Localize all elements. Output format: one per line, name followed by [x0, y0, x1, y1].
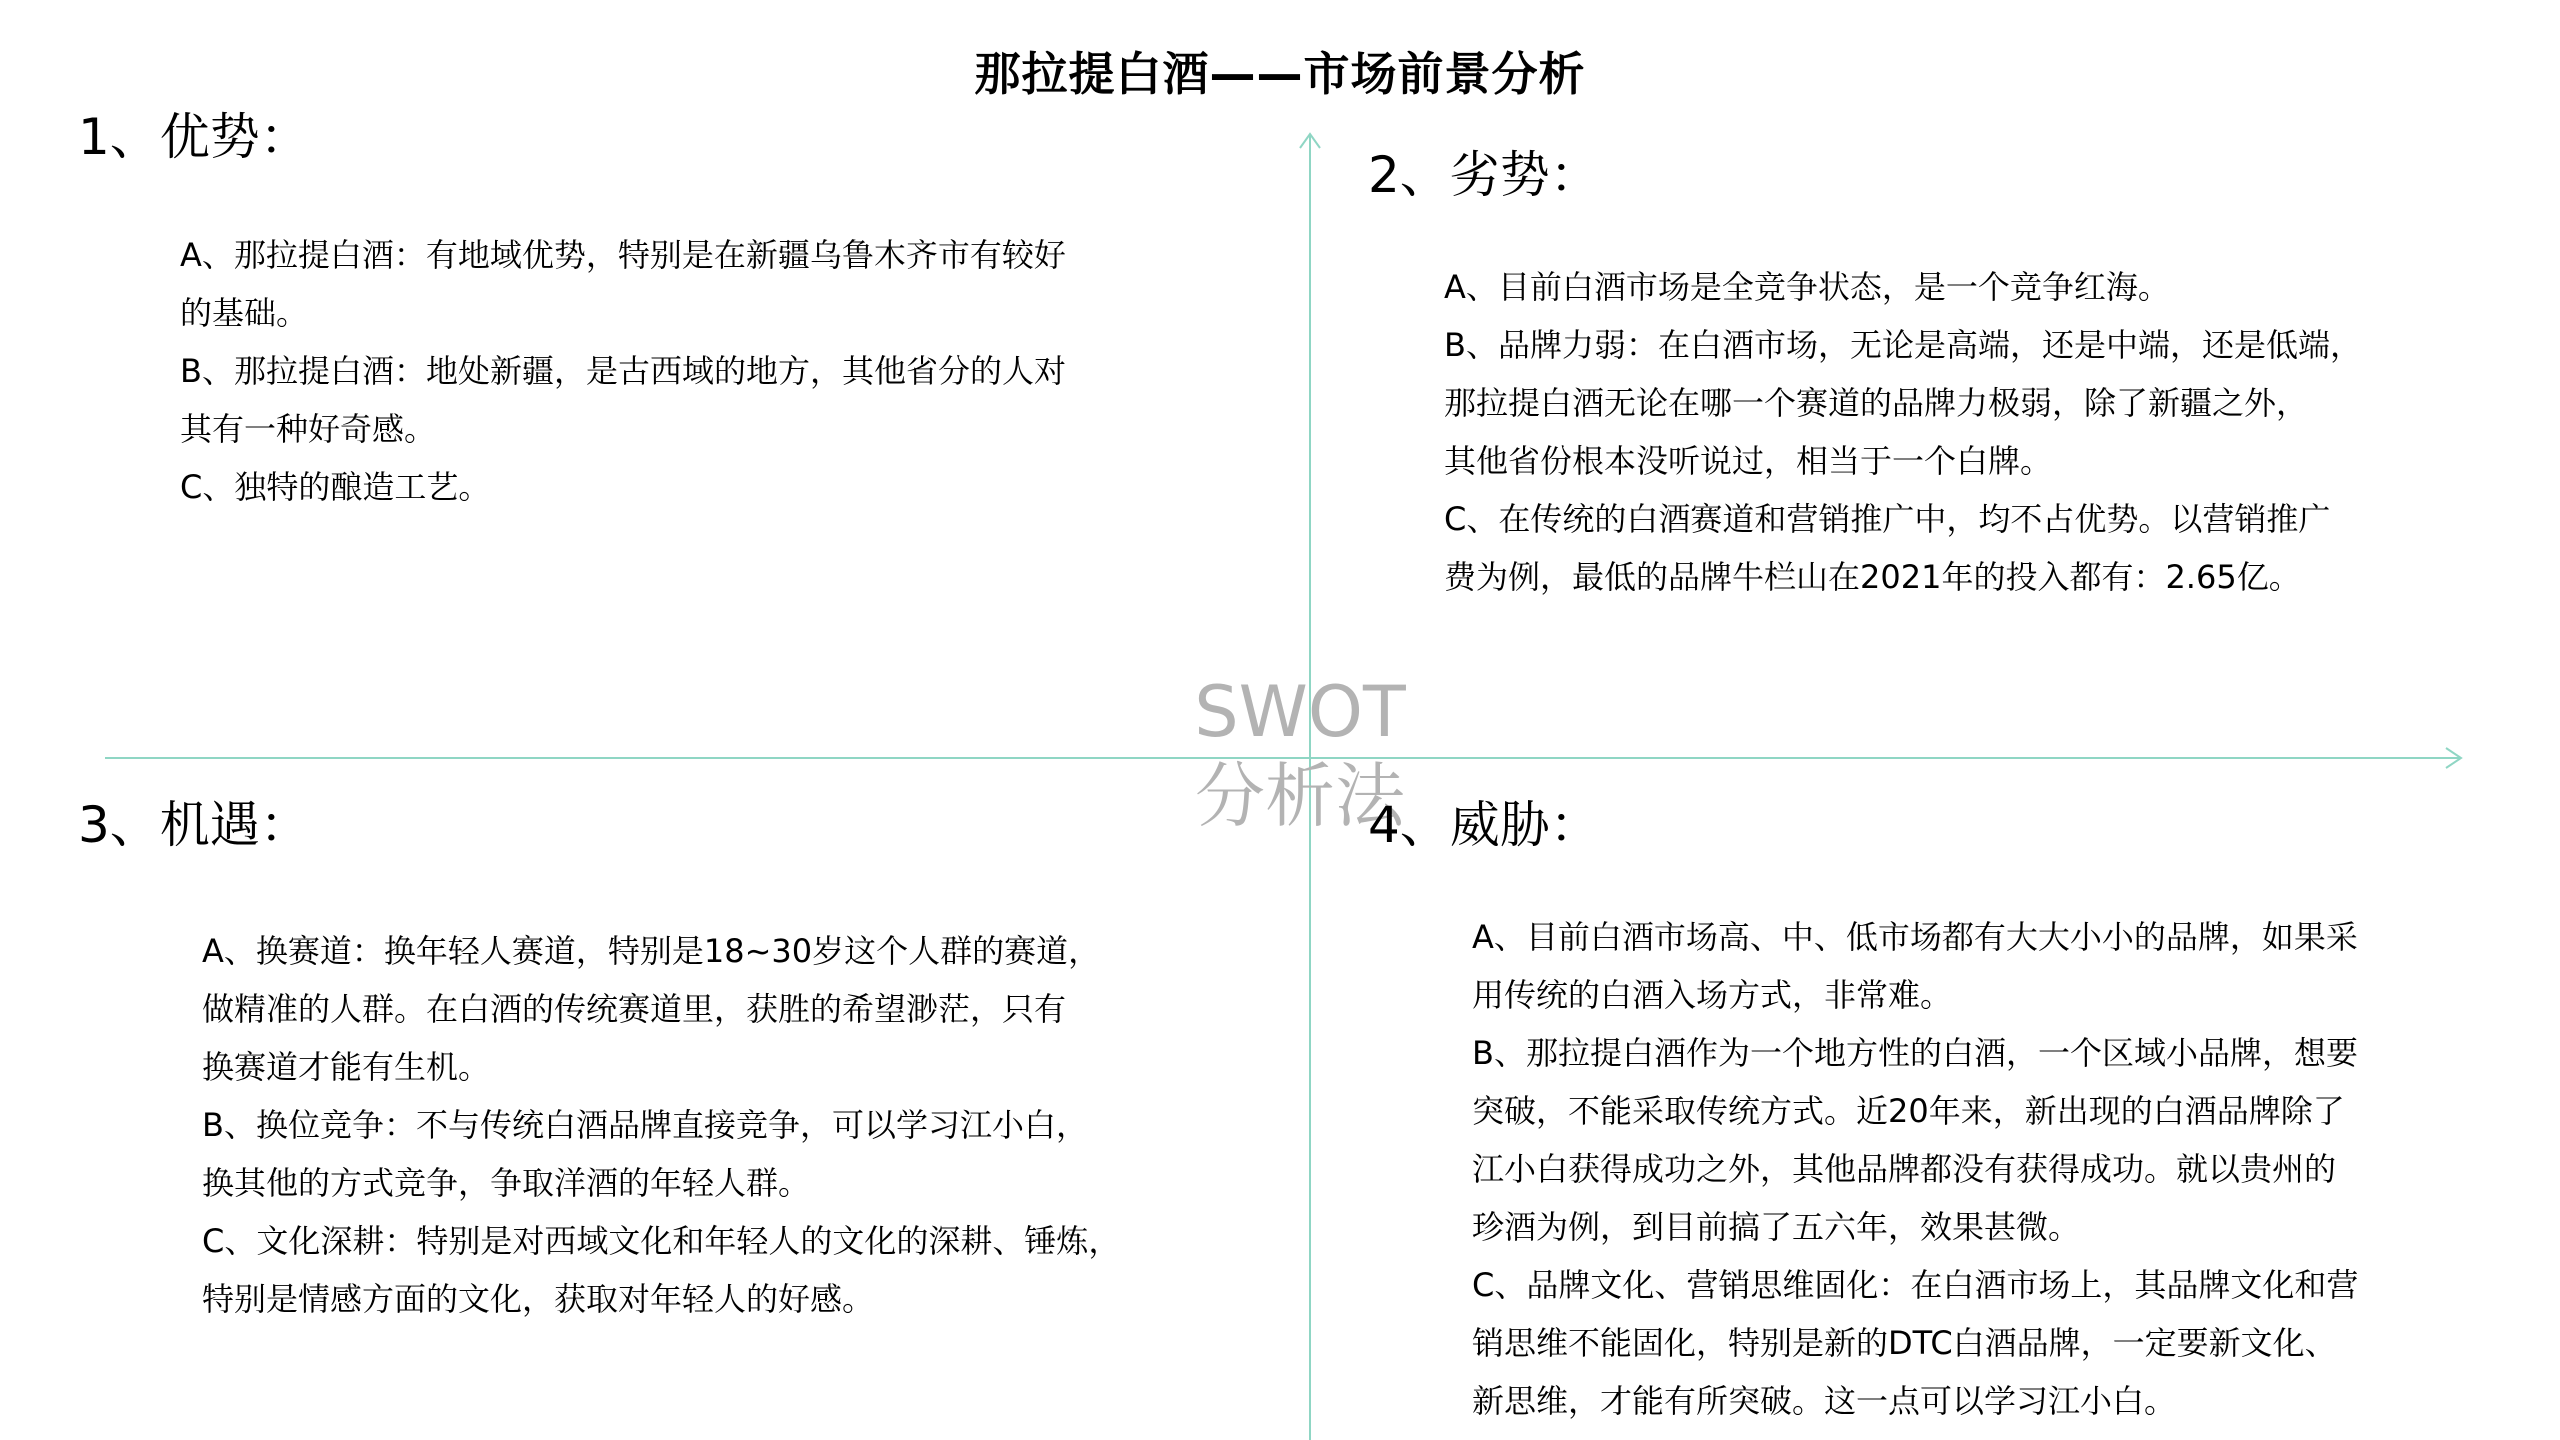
- strengths-line: 其有一种好奇感。: [180, 410, 437, 448]
- swot-center-label-line-2: 分析法: [1195, 755, 1405, 837]
- strengths-line: 的基础。: [180, 294, 309, 332]
- strengths-heading: 1、优势：: [78, 108, 310, 166]
- weaknesses-line: 其他省份根本没听说过，相当于一个白牌。: [1444, 442, 2053, 480]
- threats-line: 用传统的白酒入场方式，非常难。: [1472, 976, 1953, 1014]
- threats-heading: 4、威胁：: [1368, 796, 1600, 854]
- threats-line: 销思维不能固化，特别是新的DTC白酒品牌，一定要新文化、: [1472, 1324, 2337, 1362]
- strengths-line: B、那拉提白酒：地处新疆，是古西域的地方，其他省分的人对: [180, 352, 1066, 390]
- opportunities-quadrant: [78, 792, 1120, 1328]
- weaknesses-line: A、目前白酒市场是全竞争状态，是一个竞争红海。: [1444, 268, 2170, 306]
- threats-line: 新思维，才能有所突破。这一点可以学习江小白。: [1472, 1382, 2177, 1420]
- opportunities-line: B、换位竞争：不与传统白酒品牌直接竞争，可以学习江小白，: [202, 1106, 1088, 1144]
- opportunities-line: 特别是情感方面的文化，获取对年轻人的好感。: [202, 1280, 875, 1318]
- weaknesses-line: B、品牌力弱：在白酒市场，无论是高端，还是中端，还是低端，: [1444, 326, 2362, 364]
- weaknesses-quadrant: [1368, 142, 2362, 606]
- threats-line: 江小白获得成功之外，其他品牌都没有获得成功。就以贵州的: [1472, 1150, 2337, 1188]
- threats-line: 突破，不能采取传统方式。近20年来，新出现的白酒品牌除了: [1472, 1092, 2345, 1130]
- strengths-line: A、那拉提白酒：有地域优势，特别是在新疆乌鲁木齐市有较好: [180, 236, 1066, 274]
- threats-line: 珍酒为例，到目前搞了五六年，效果甚微。: [1472, 1208, 2081, 1246]
- weaknesses-heading: 2、劣势：: [1368, 146, 1600, 204]
- opportunities-line: 做精准的人群。在白酒的传统赛道里，获胜的希望渺茫，只有: [202, 990, 1067, 1028]
- weaknesses-line: 费为例，最低的品牌牛栏山在2021年的投入都有：2.65亿。: [1444, 558, 2301, 596]
- opportunities-list: [202, 922, 1120, 1328]
- opportunities-line: A、换赛道：换年轻人赛道，特别是18~30岁这个人群的赛道，: [202, 932, 1101, 970]
- opportunities-line: C、文化深耕：特别是对西域文化和年轻人的文化的深耕、锤炼，: [202, 1222, 1121, 1260]
- threats-line: C、品牌文化、营销思维固化：在白酒市场上，其品牌文化和营: [1472, 1266, 2359, 1304]
- weaknesses-list: [1444, 258, 2362, 606]
- slide-title: 那拉提白酒——市场前景分析: [974, 47, 1586, 101]
- threats-list: [1472, 908, 2358, 1430]
- opportunities-line: 换其他的方式竞争，争取洋酒的年轻人群。: [202, 1164, 811, 1202]
- weaknesses-line: C、在传统的白酒赛道和营销推广中，均不占优势。以营销推广: [1444, 500, 2331, 538]
- opportunities-line: 换赛道才能有生机。: [202, 1048, 491, 1086]
- threats-line: B、那拉提白酒作为一个地方性的白酒，一个区域小品牌，想要: [1472, 1034, 2358, 1072]
- strengths-quadrant: [78, 104, 1066, 516]
- threats-line: A、目前白酒市场高、中、低市场都有大大小小的品牌，如果采: [1472, 918, 2358, 956]
- strengths-list: [180, 226, 1066, 516]
- threats-quadrant: [1368, 792, 2358, 1430]
- opportunities-heading: 3、机遇：: [78, 796, 310, 854]
- strengths-line: C、独特的酿造工艺。: [180, 468, 491, 506]
- weaknesses-line: 那拉提白酒无论在哪一个赛道的品牌力极弱，除了新疆之外，: [1444, 384, 2309, 422]
- swot-center-label-line-1: SWOT: [1194, 671, 1406, 753]
